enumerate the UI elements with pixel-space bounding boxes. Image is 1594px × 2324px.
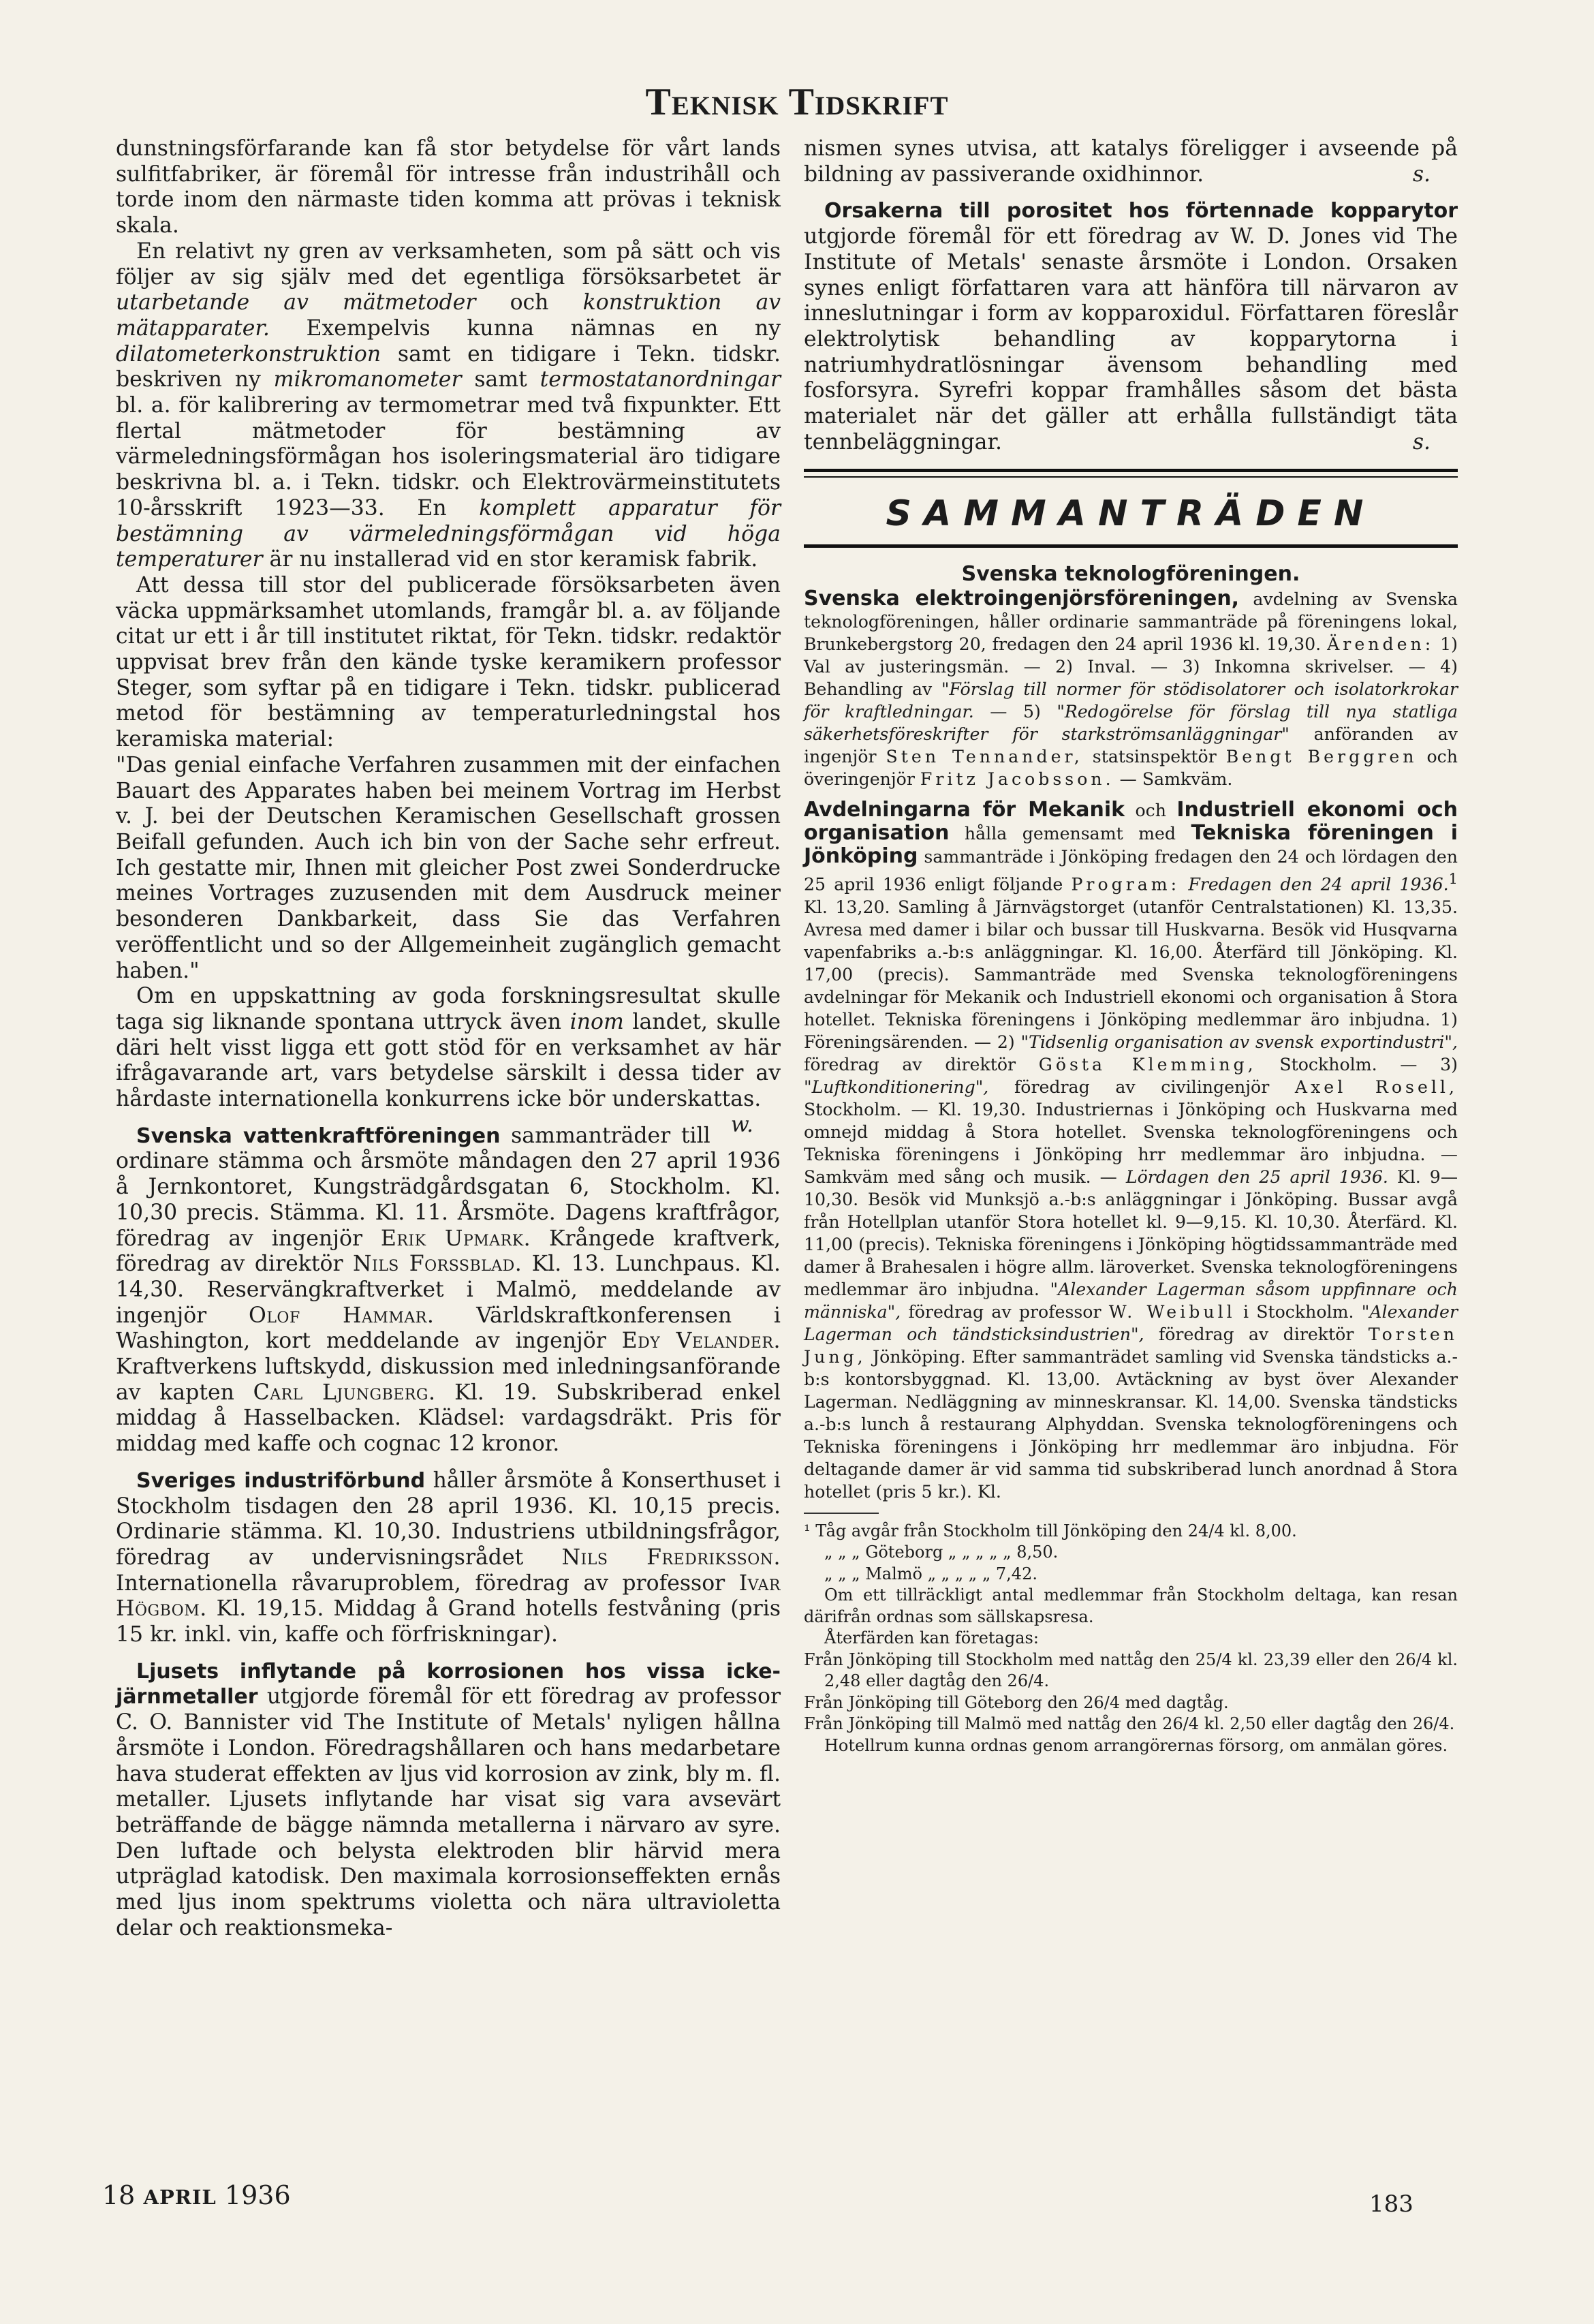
section-heading: Svenska teknologföreningen. — [961, 562, 1300, 587]
footnote: „ „ „ Malmö „ „ „ „ „ 7,42. — [824, 1564, 1037, 1583]
notice-porositet: Orsakerna till porositet hos förtennade kopparytor utgjorde föremål för ett föredrag av W. D. Jones vid The Institute of Metals' senaste årsmöte i London. Orsaken synes enligt författaren vara att hänföra till närvaron av inneslutningar i form av kopparoxidul. Författaren föreslår elektrolytisk behandling av kopparytorna i natriumhydratlösningar ävensom behandling med fosforsyra. Syrefri koppar framhålles såsom det bästa materialet när det gäller att erhålla fullständigt täta tennbeläggningar. s. — [804, 199, 1458, 454]
masthead: Teknisk Tidskrift — [645, 81, 949, 123]
page-number: 183 — [1369, 2190, 1413, 2218]
footnotes — [804, 1521, 1458, 1757]
paragraph: En relativt ny gren av verksamheten, som på sätt och vis följer av sig själv med det egentliga försöksarbetet är utarbetande av mätmetoder och konstruktion av mätapparater. Exempelvis kunna nämnas en ny dilatometerkonstruktion samt en tidigare i Tekn. tidskr. beskriven ny mikromanometer samt termostatanordningar bl. a. för kalibrering av termometrar med två fixpunkter. Ett flertal mätmetoder för bestämning av värmeledningsförmågan hos isoleringsmaterial äro tidigare beskrivna bl. a. i Tekn. tidskr. och Elektrovärmeinstitutets 10-årsskrift 1923—33. En komplett apparatur för bestämning av värmeledningsförmågan vid höga temperaturer är nu installerad vid en stor keramisk fabrik. — [116, 238, 781, 572]
issue-date: 18 APRIL 1936 — [102, 2180, 291, 2210]
section-rule — [804, 469, 1458, 478]
paragraph: Om en uppskattning av goda forskningsresultat skulle taga sig liknande spontana uttryck även inom landet, skulle däri helt visst ligga ett gott stöd för en verksamhet av här ifrågavarande art, vars betydelse särskilt i dessa tider av hårdaste internationella konkurrens icke bör underskattas. w. — [116, 984, 781, 1137]
left-column — [116, 136, 781, 1942]
footnote: Hotellrum kunna ordnas genom arrangörernas försorg, om anmälan göres. — [824, 1735, 1448, 1755]
footnote: Om ett tillräckligt antal medlemmar från Stockholm deltaga, kan resan därifrån ordnas som sällskapsresa. — [804, 1585, 1458, 1626]
notice-vattenkraft: Svenska vattenkraftföreningen sammanträder till ordinare stämma och årsmöte måndagen den 27 april 1936 å Jernkontoret, Kungsträdgårdsgatan 6, Stockholm. Kl. 10,30 precis. Stämma. Kl. 11. Årsmöte. Dagens kraftfrågor, föredrag av ingenjör Erik Upmark. Krångede kraftverk, föredrag av direktör Nils Forssblad. Kl. 13. Lunchpaus. Kl. 14,30. Reservängkraftverket i Malmö, meddelande av ingenjör Olof Hammar. Världskraftkonferensen i Washington, kort meddelande av ingenjör Edy Velander. Kraftverkens luftskydd, diskussion med inledningsanförande av kapten Carl Ljungberg. Kl. 19. Subskriberad enkel middag å Hasselbacken. Klädsel: vardagsdräkt. Pris för middag med kaffe och cognac 12 kronor. — [116, 1123, 781, 1457]
notice-industriforbund: Sveriges industriförbund håller årsmöte å Konserthuset i Stockholm tisdagen den 28 april 1936. Kl. 10,15 precis. Ordinarie stämma. Kl. 10,30. Industriens utbildningsfrågor, föredrag av undervisningsrådet Nils Fredriksson. Internationella råvaruproblem, föredrag av professor Ivar Högbom. Kl. 19,15. Middag å Grand hotells festvåning (pris 15 kr. inkl. vin, kaffe och förfriskningar). — [116, 1468, 781, 1647]
notice-elektroingenjorsforeningen: Svenska elektroingenjörsföreningen, avdelning av Svenska teknologföreningen, håller ordinarie sammanträde på föreningens lokal, Brunkebergstorg 20, fredagen den 24 april 1936 kl. 19,30. Ärenden: 1) Val av justeringsmän. — 2) Inval. — 3) Inkomna skrivelser. — 4) Behandling av "Förslag till normer för stödisolatorer och isolatorkrokar för kraftledningar. — 5) "Redogörelse för förslag till nya statliga säkerhetsföreskrifter för starkströmsanläggningar" anföranden av ingenjör Sten Tennander, statsinspektör Bengt Berggren och överingenjör Fritz Jacobsson. — Samkväm. — [804, 587, 1458, 790]
footnote-rule — [804, 1513, 879, 1514]
notice-avdelningarna: Avdelningarna för Mekanik och Industriell ekonomi och organisation hålla gemensamt med Tekniska föreningen i Jönköping sammanträde i Jönköping fredagen den 24 och lördagen den 25 april 1936 enligt följande Program: Fredagen den 24 april 1936.$^1$ Kl. 13,20. Samling å Järnvägstorget (utanför Centralstationen) Kl. 13,35. Avresa med damer i bilar och bussar till Huskvarna. Besök vid Husqvarna vapenfabriks a.-b:s anläggningar. Kl. 16,00. Återfärd till Jönköping. Kl. 17,00 (precis). Sammanträde med Svenska teknologföreningens avdelningar för Mekanik och Industriell ekonomi och organisation å Stora hotellet. Tekniska föreningens i Jönköping medlemmar äro inbjudna. 1) Föreningsärenden. — 2) "Tidsenlig organisation av svensk exportindustri", föredrag av direktör Gösta Klemming, Stockholm. — 3) "Luftkonditionering", föredrag av civilingenjör Axel Rosell, Stockholm. — Kl. 19,30. Industriernas i Jönköping och Huskvarna med omnejd middag å Stora hotellet. Svenska teknologföreningens och Tekniska föreningens i Jönköping hrr medlemmar äro inbjudna. — Samkväm med sång och musik. — Lördagen den 25 april 1936. Kl. 9—10,30. Besök vid Munksjö a.-b:s anläggningar i Jönköping. Bussar avgå från Hotellplan utanför Stora hotellet kl. 9—9,15. Kl. 10,30. Återfärd. Kl. 11,00 (precis). Tekniska föreningens i Jönköping högtidssammanträde med damer å Brahesalen i högre allm. läroverket. Svenska teknologföreningens medlemmar äro inbjudna. "Alexander Lagerman såsom uppfinnare och människa", föredrag av professor W. Weibull i Stockholm. "Alexander Lagerman och tändsticksindustrien", föredrag av direktör Torsten Jung, Jönköping. Efter sammanträdet samling vid Svenska tändsticks a.-b:s kontorsbyggnad. Kl. 13,00. Avtäckning av byst över Alexander Lagerman. Nedläggning av minneskransar. Kl. 14,00. Svenska tändsticks a.-b:s lunch å restaurang Alphyddan. Svenska teknologföreningens och Tekniska föreningens i Jönköping hrr medlemmar äro inbjudna. För deltagande damer är vid samma tid subskriberad lunch anordnad å Stora hotellet (pris 5 kr.). Kl. — [804, 798, 1458, 1502]
footnote: „ „ „ Göteborg „ „ „ „ „ 8,50. — [824, 1543, 1059, 1562]
signature: s. — [1412, 161, 1431, 187]
paragraph: nismen synes utvisa, att katalys föreligger i avseende på bildning av passiverande oxidhinnor. s. — [804, 136, 1458, 187]
footnote: Från Jönköping till Göteborg den 26/4 med dagtåg. — [804, 1692, 1229, 1712]
meetings-list — [804, 587, 1458, 1502]
right-column — [804, 136, 1458, 1756]
quote: "Das genial einfache Verfahren zusammen mit der einfachen Bauart des Apparates haben bei meinem Vortrag im Herbst v. J. bei der Deutschen Keramischen Gesellschaft grossen Beifall gefunden. Auch ich bin von der Sache sehr erfreut. Ich gestatte mir, Ihnen mit gleicher Post zwei Sonderdrucke meines Vortrages zuzusenden mit dem Ausdruck meiner besonderen Dankbarkeit, dass Sie das Verfahren veröffentlicht und so der Allgemeinheit zugänglich gemacht haben." — [116, 752, 781, 983]
signature: s. — [1412, 429, 1431, 454]
section-banner: SAMMANTRÄDEN — [886, 493, 1376, 535]
notice-ljusets-inflytande: Ljusets inflytande på korrosionen hos vissa icke-järnmetaller utgjorde föremål för ett föredrag av professor C. O. Bannister vid The Institute of Metals' nyligen hållna årsmöte i London. Föredragshållaren och hans medarbetare hava studerat effekten av ljus vid korrosion av zink, bly m. fl. metaller. Ljusets inflytande har visat sig vara avsevärt beträffande de bägge nämnda metallerna i närvaro av syre. Den luftade och belysta elektroden blir härvid mera utpräglad katodisk. Den maximala korrosionseffekten ernås med ljus inom spektrums violetta och nära ultravioletta delar och reaktionsmeka- — [116, 1659, 781, 1940]
signature: w. — [730, 1112, 753, 1137]
section-rule — [804, 544, 1458, 548]
footnote: Från Jönköping till Stockholm med nattåg den 25/4 kl. 23,39 eller den 26/4 kl. 2,48 eller dagtåg den 26/4. — [804, 1649, 1458, 1691]
paragraph: dunstningsförfarande kan få stor betydelse för vårt lands sulfitfabriker, är föremål för intresse från industrihåll och torde inom den närmaste tiden komma att prövas i teknisk skala. — [116, 136, 781, 238]
footnote: Från Jönköping till Malmö med nattåg den 26/4 kl. 2,50 eller dagtåg den 26/4. — [804, 1714, 1455, 1734]
paragraph: Att dessa till stor del publicerade försöksarbeten även väcka uppmärksamhet utomlands, framgår bl. a. av följande citat ur ett i år till institutet riktat, för Tekn. tidskr. redaktör uppvisat brev från den kände tyske keramikern professor Steger, som syftar på en tidigare i Tekn. tidskr. publicerad metod för bestämning av temperaturledningstal hos keramiska material: — [116, 572, 781, 752]
footnote: ¹ Tåg avgår från Stockholm till Jönköping den 24/4 kl. 8,00. — [804, 1521, 1297, 1540]
footnote: Återfärden kan företagas: — [824, 1628, 1039, 1648]
